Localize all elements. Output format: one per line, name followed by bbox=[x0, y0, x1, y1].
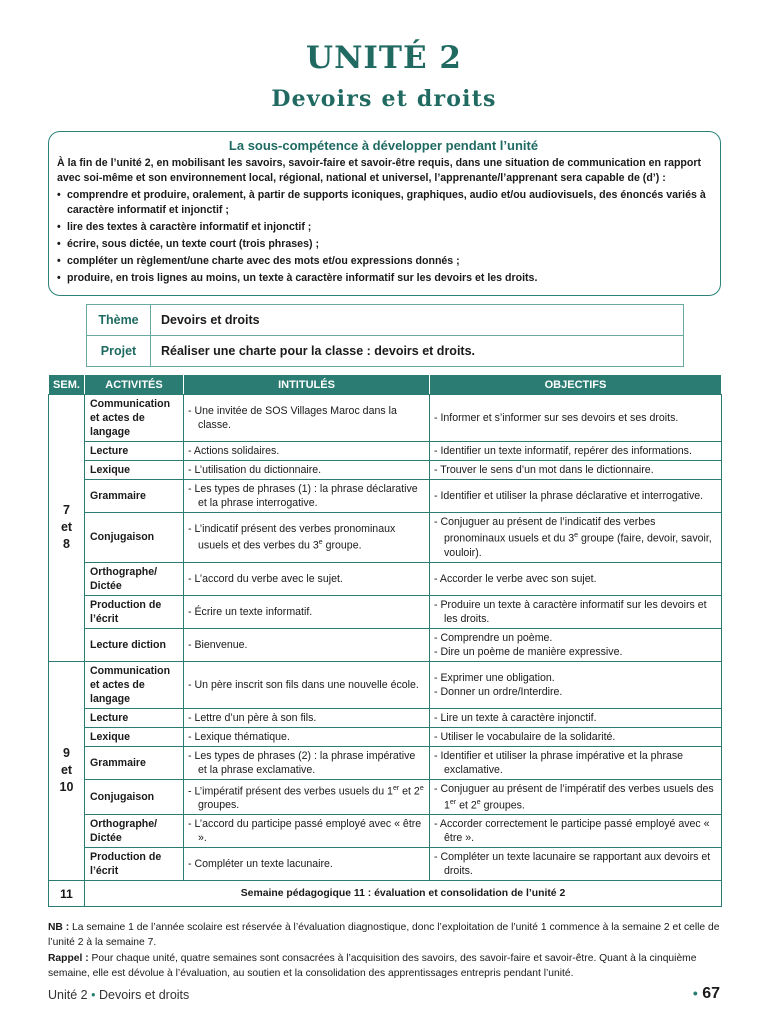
planning-table bbox=[48, 374, 722, 907]
title-line: - L’indicatif présent des verbes pronominaux usuels et des verbes du 3e groupe. bbox=[188, 523, 396, 552]
table-row bbox=[49, 562, 722, 595]
objective-line: - Conjuguer au présent de l’indicatif des verbes pronominaux usuels et du 3e groupe (faire, devoir, savoir, vouloir). bbox=[434, 516, 712, 559]
objective-line: - Identifier un texte informatif, repérer des informations. bbox=[434, 445, 692, 457]
title-cell bbox=[184, 727, 430, 746]
table-header-row bbox=[49, 375, 722, 395]
table-row bbox=[49, 708, 722, 727]
title-cell bbox=[184, 395, 430, 442]
objective-cell bbox=[430, 595, 722, 628]
footer-separator: • bbox=[91, 988, 96, 1002]
projet-row bbox=[87, 336, 684, 367]
objective-line: - Exprimer une obligation. bbox=[434, 671, 555, 684]
rappel-text: Pour chaque unité, quatre semaines sont consacrées à l’acquisition des savoirs, des savoir-faire et savoir-être. Quant à la cinquième semaine, elle est dévolue à l’évaluation, au soutien et la consolidation des apprentissages entrepris pendant l’unité. bbox=[48, 953, 697, 979]
objective-line: - Conjuguer au présent de l’impératif des verbes usuels des 1er et 2e groupes. bbox=[434, 782, 714, 812]
objective-line: - Informer et s’informer sur ses devoirs et ses droits. bbox=[434, 412, 679, 424]
footer-unit: Unité 2 bbox=[48, 988, 88, 1002]
competence-box bbox=[48, 131, 721, 296]
group-7-8 bbox=[49, 395, 722, 662]
group-9-10 bbox=[49, 661, 722, 881]
objective-cell bbox=[430, 562, 722, 595]
header-activites: ACTIVITÉS bbox=[85, 375, 184, 395]
page-number bbox=[693, 985, 720, 1003]
table-row bbox=[49, 815, 722, 848]
activity-cell: Conjugaison bbox=[85, 779, 184, 815]
activity-cell: Lecture diction bbox=[85, 628, 184, 661]
activity-cell: Grammaire bbox=[85, 480, 184, 513]
title-cell bbox=[184, 513, 430, 563]
activity-cell: Communication et actes de langage bbox=[85, 661, 184, 708]
sem-line: 9 bbox=[63, 746, 70, 761]
title-cell bbox=[184, 595, 430, 628]
nb-text: La semaine 1 de l’année scolaire est réservée à l’évaluation diagnostique, donc l’exploitation de l’unité 1 commence à la semaine 2 et celle de l’unité 2 à la semaine 7. bbox=[48, 922, 720, 948]
nb-label: NB : bbox=[48, 922, 70, 933]
objective-line: - Comprendre un poème. bbox=[434, 631, 553, 644]
theme-table bbox=[86, 304, 684, 367]
theme-row bbox=[87, 305, 684, 336]
title-line: - L’utilisation du dictionnaire. bbox=[188, 464, 322, 476]
title-line: - Actions solidaires. bbox=[188, 445, 280, 457]
title-line: - Lexique thématique. bbox=[188, 730, 290, 743]
title-cell bbox=[184, 779, 430, 815]
footer-unit-title: Devoirs et droits bbox=[98, 988, 190, 1002]
activity-cell: Communication et actes de langage bbox=[85, 395, 184, 442]
objective-cell bbox=[430, 848, 722, 881]
objective-line: - Compléter un texte lacunaire se rapportant aux devoirs et droits. bbox=[434, 851, 711, 878]
table-row bbox=[49, 395, 722, 442]
table-row bbox=[49, 848, 722, 881]
activity-cell: Grammaire bbox=[85, 746, 184, 779]
activity-cell: Lecture bbox=[85, 708, 184, 727]
competence-item: • comprendre et produire, oralement, à partir de supports iconiques, graphiques, audio et/ou audiovisuels, des énoncés variés à caractère informatif et injonctif ; bbox=[57, 188, 710, 218]
title-cell bbox=[184, 661, 430, 708]
competence-item: • écrire, sous dictée, un texte court (trois phrases) ; bbox=[57, 237, 710, 252]
title-cell bbox=[184, 461, 430, 480]
table-row bbox=[49, 442, 722, 461]
competence-item: • compléter un règlement/une charte avec des mots et/ou expressions donnés ; bbox=[57, 254, 710, 269]
title-line: - Bienvenue. bbox=[188, 638, 248, 651]
header-intitules: INTITULÉS bbox=[184, 375, 430, 395]
title-cell bbox=[184, 628, 430, 661]
unit-title: UNITÉ 2 bbox=[306, 40, 462, 76]
title-line: - L’accord du participe passé employé avec « être ». bbox=[188, 818, 422, 845]
activity-cell: Production de l’écrit bbox=[85, 595, 184, 628]
activity-cell: Lexique bbox=[85, 461, 184, 480]
objective-cell bbox=[430, 442, 722, 461]
title-line: - Un père inscrit son fils dans une nouvelle école. bbox=[188, 678, 419, 691]
objective-cell bbox=[430, 815, 722, 848]
projet-value: Réaliser une charte pour la classe : devoirs et droits. bbox=[151, 336, 684, 367]
activity-cell: Orthographe/ Dictée bbox=[85, 815, 184, 848]
table-row bbox=[49, 595, 722, 628]
sem-cell bbox=[49, 395, 85, 662]
title-line: - Écrire un texte informatif. bbox=[188, 605, 313, 618]
objective-cell bbox=[430, 480, 722, 513]
objective-line: - Dire un poème de manière expressive. bbox=[434, 645, 623, 658]
objective-line: - Donner un ordre/Interdire. bbox=[434, 685, 563, 698]
sem-line: et bbox=[60, 763, 73, 778]
activity-cell: Lecture bbox=[85, 442, 184, 461]
table-footer-row bbox=[49, 881, 722, 907]
page-footer bbox=[48, 988, 189, 1002]
activity-cell: Orthographe/ Dictée bbox=[85, 562, 184, 595]
title-line: - Une invitée de SOS Villages Maroc dans la classe. bbox=[188, 405, 397, 431]
table-row bbox=[49, 628, 722, 661]
objective-cell bbox=[430, 746, 722, 779]
theme-label: Thème bbox=[87, 305, 151, 336]
activity-cell: Conjugaison bbox=[85, 513, 184, 563]
table-row bbox=[49, 480, 722, 513]
objective-line: - Identifier et utiliser la phrase impérative et la phrase exclamative. bbox=[434, 749, 684, 776]
title-line: - Lettre d’un père à son fils. bbox=[188, 711, 317, 724]
title-cell bbox=[184, 746, 430, 779]
objective-line: - Accorder le verbe avec son sujet. bbox=[434, 572, 597, 585]
sem-line: et bbox=[60, 520, 73, 535]
table-row bbox=[49, 779, 722, 815]
footer-evaluation: Semaine pédagogique 11 : évaluation et consolidation de l’unité 2 bbox=[85, 881, 722, 907]
title-line: - L’accord du verbe avec le sujet. bbox=[188, 572, 343, 585]
page-number-value: 67 bbox=[702, 985, 720, 1002]
title-cell bbox=[184, 815, 430, 848]
activity-cell: Production de l’écrit bbox=[85, 848, 184, 881]
competence-item: • lire des textes à caractère informatif et injonctif ; bbox=[57, 220, 710, 235]
competence-list bbox=[57, 188, 710, 286]
activity-cell: Lexique bbox=[85, 727, 184, 746]
competence-intro: À la fin de l’unité 2, en mobilisant les savoirs, savoir-faire et savoir-être requis, dans une situation de communication en rapport avec soi-même et son environnement local, régional, national et universel, l’apprenante/l’apprenant sera capable de (d’) : bbox=[57, 157, 702, 184]
table-row bbox=[49, 513, 722, 563]
objective-cell bbox=[430, 513, 722, 563]
sem-cell bbox=[49, 661, 85, 881]
objective-line: - Produire un texte à caractère informatif sur les devoirs et les droits. bbox=[434, 598, 707, 625]
objective-cell bbox=[430, 661, 722, 708]
table-row bbox=[49, 661, 722, 708]
objective-cell bbox=[430, 628, 722, 661]
title-cell bbox=[184, 708, 430, 727]
title-line: - Les types de phrases (1) : la phrase déclarative et la phrase interrogative. bbox=[188, 483, 418, 509]
sem-line: 8 bbox=[63, 537, 70, 552]
notes bbox=[48, 921, 721, 983]
competence-item: • produire, en trois lignes au moins, un texte à caractère informatif sur les devoirs et les droits. bbox=[57, 271, 710, 286]
table-row bbox=[49, 461, 722, 480]
title-cell bbox=[184, 480, 430, 513]
objective-line: - Trouver le sens d’un mot dans le dictionnaire. bbox=[434, 464, 654, 476]
rappel-label: Rappel : bbox=[48, 953, 89, 964]
header-sem: SEM. bbox=[49, 375, 85, 395]
note-rappel bbox=[48, 952, 721, 981]
header-objectifs: OBJECTIFS bbox=[430, 375, 722, 395]
note-nb bbox=[48, 921, 721, 950]
title-cell bbox=[184, 442, 430, 461]
title-line: - Compléter un texte lacunaire. bbox=[188, 858, 333, 871]
objective-line: - Identifier et utiliser la phrase déclarative et interrogative. bbox=[434, 490, 704, 502]
title-cell bbox=[184, 562, 430, 595]
theme-value: Devoirs et droits bbox=[151, 305, 684, 336]
projet-label: Projet bbox=[87, 336, 151, 367]
title-line: - L’impératif présent des verbes usuels du 1er et 2e groupes. bbox=[188, 784, 424, 812]
objective-cell bbox=[430, 461, 722, 480]
title-cell bbox=[184, 848, 430, 881]
page-bullet: • bbox=[692, 985, 698, 1001]
table-row bbox=[49, 746, 722, 779]
footer-sem: 11 bbox=[49, 881, 85, 907]
table-row bbox=[49, 727, 722, 746]
title-line: - Les types de phrases (2) : la phrase impérative et la phrase exclamative. bbox=[188, 749, 416, 776]
objective-line: - Utiliser le vocabulaire de la solidarité. bbox=[434, 730, 616, 743]
objective-cell bbox=[430, 727, 722, 746]
unit-subtitle: Devoirs et droits bbox=[271, 86, 497, 112]
competence-title: La sous-compétence à développer pendant l’unité bbox=[228, 138, 539, 153]
objective-cell bbox=[430, 779, 722, 815]
objective-cell bbox=[430, 395, 722, 442]
sem-line: 10 bbox=[59, 780, 74, 795]
objective-line: - Accorder correctement le participe passé employé avec « être ». bbox=[434, 818, 710, 845]
sem-line: 7 bbox=[63, 503, 70, 518]
objective-cell bbox=[430, 708, 722, 727]
objective-line: - Lire un texte à caractère injonctif. bbox=[434, 711, 597, 724]
